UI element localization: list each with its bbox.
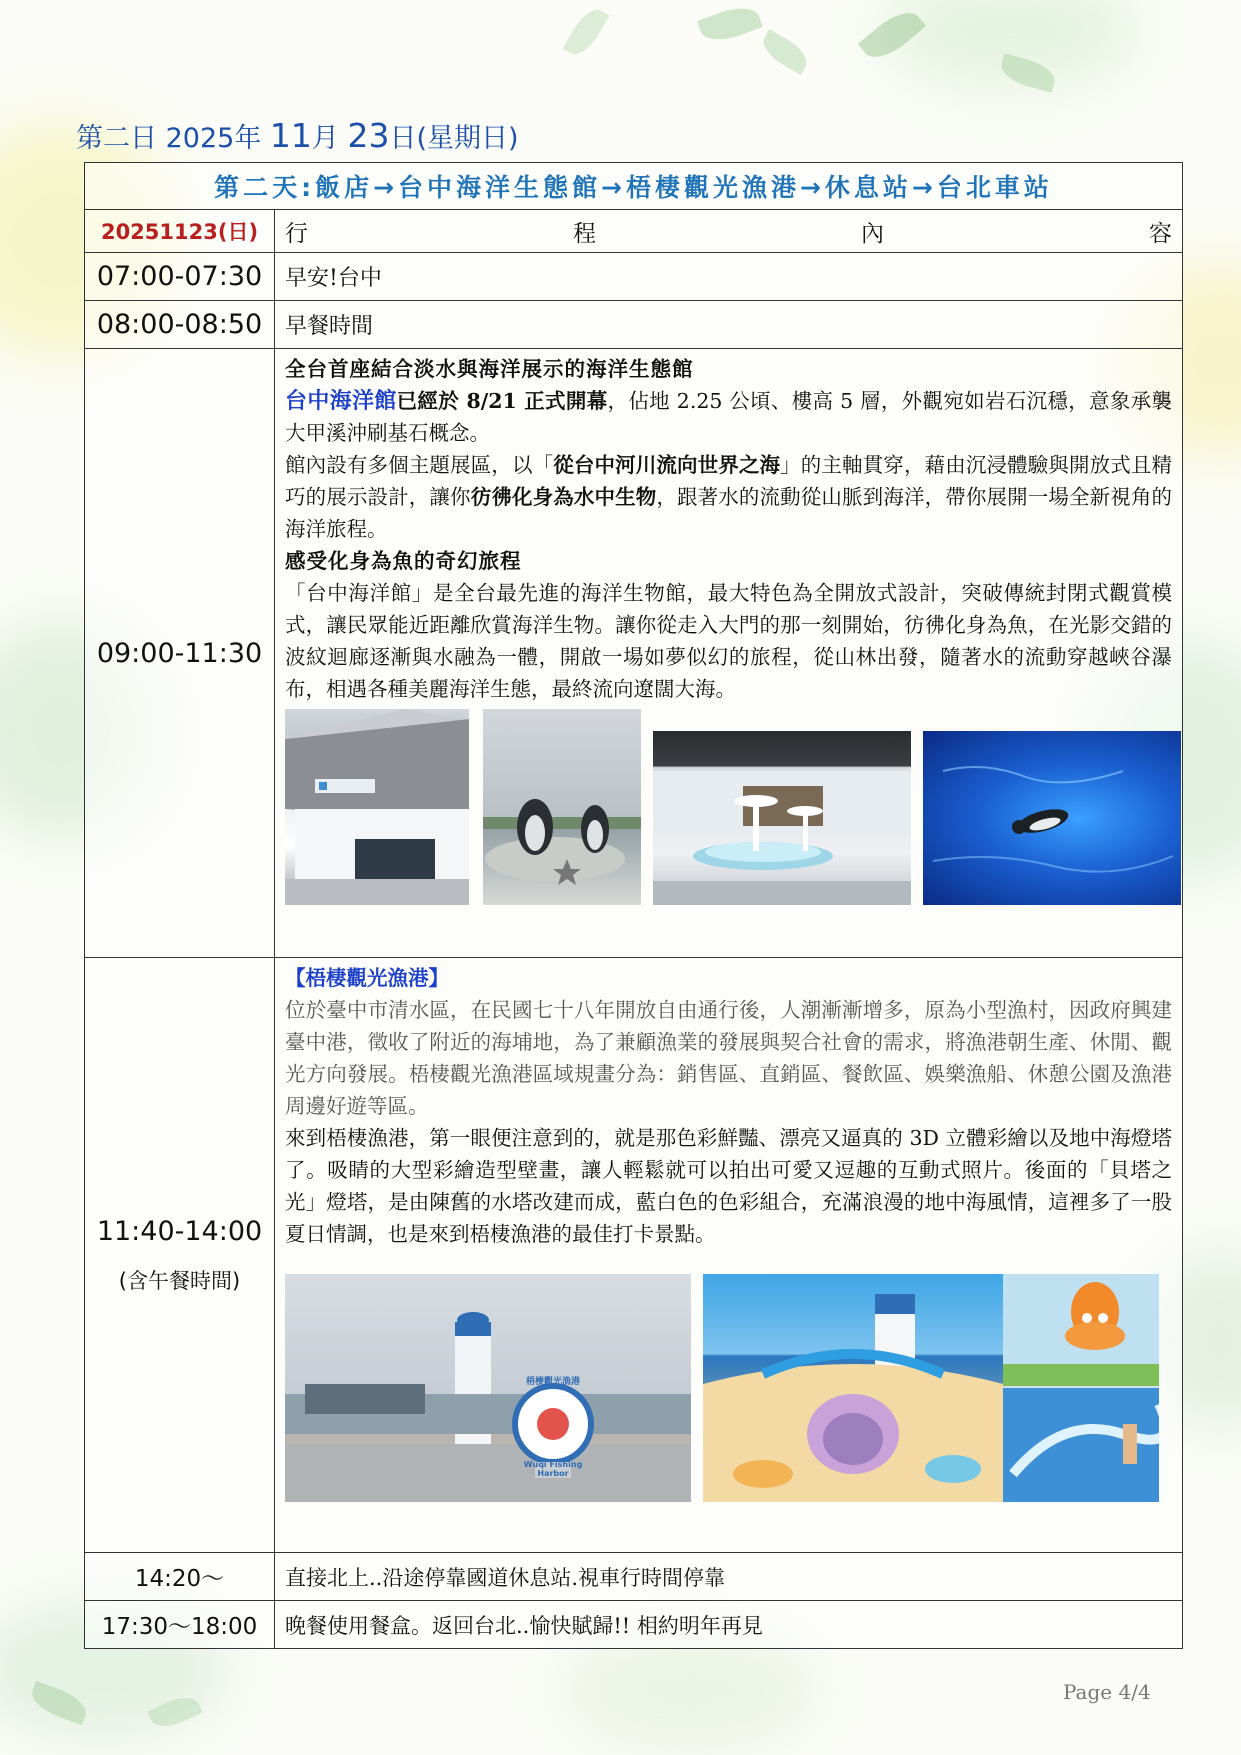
header-content: 行 程 內 容 bbox=[275, 210, 1183, 253]
penguin-sculpture-photo bbox=[483, 709, 641, 905]
time-note: (含午餐時間) bbox=[118, 1268, 241, 1293]
harbor-lighthouse-photo bbox=[285, 1274, 691, 1502]
route-row bbox=[85, 163, 1183, 210]
aquarium-paragraph-2: 館內設有多個主題展區，以「從台中河川流向世界之海」的主軸貫穿，藉由沉浸體驗與開放式且精巧的展示設計，讓你彷彿化身為水中生物，跟著水的流動從山脈到海洋，帶你展開一場全新視角的海洋旅程。 bbox=[285, 453, 1173, 541]
table-row bbox=[85, 301, 1183, 349]
page-number: Page 4/4 bbox=[1063, 1680, 1151, 1704]
aquarium-paragraph-1: 台中海洋館已經於 8/21 正式開幕，佔地 2.25 公頃、樓高 5 層，外觀宛如岩石沉穩，意象承襲大甲溪沖刷基石概念。 bbox=[285, 388, 1172, 445]
harbor-octopus-mural-photo bbox=[1003, 1274, 1159, 1502]
table-row bbox=[85, 1601, 1183, 1649]
time-cell: 11:40-14:00 bbox=[96, 1215, 263, 1247]
harbor-paragraph-2: 來到梧棲漁港，第一眼便注意到的，就是那色彩鮮豔、漂亮又逼真的 3D 立體彩繪以及地中海燈塔了。吸睛的大型彩繪造型壁畫，讓人輕鬆就可以拍出可愛又逗趣的互動式照片。後面的「貝塔之光」燈塔，是由陳舊的水塔改建而成，藍白色的色彩組合，充滿浪漫的地中海風情，這裡多了一股夏日情調，也是來到梧棲漁港的最佳打卡景點。 bbox=[285, 1126, 1172, 1246]
aquarium-building-photo bbox=[285, 709, 469, 905]
itinerary-table bbox=[84, 162, 1183, 1649]
time-cell: 14:20～ bbox=[85, 1553, 275, 1601]
harbor-title: 【梧棲觀光漁港】 bbox=[285, 966, 449, 990]
time-cell: 17:30～18:00 bbox=[85, 1601, 275, 1649]
aquarium-paragraph-3: 「台中海洋館」是全台最先進的海洋生物館，最大特色為全開放式設計，突破傳統封閉式觀賞模式，讓民眾能近距離欣賞海洋生物。讓你從走入大門的那一刻開始，彷彿化身為魚，在光影交錯的波紋迴廊逐漸與水融為一體，開啟一場如夢似幻的旅程，從山林出發，隨著水的流動穿越峽谷瀑布，相遇各種美麗海洋生態，最終流向遼闊大海。 bbox=[285, 581, 1172, 701]
activity-cell: 晚餐使用餐盒。返回台北..愉快賦歸!! 相約明年再見 bbox=[275, 1601, 1183, 1649]
harbor-paragraph-1: 位於臺中市清水區，在民國七十八年開放自由通行後，人潮漸漸增多，原為小型漁村，因政府興建臺中港，徵收了附近的海埔地，為了兼顧漁業的發展與契合社會的需求，將漁港朝生產、休閒、觀光方向發展。梧棲觀光漁港區域規畫分為：銷售區、直銷區、餐飲區、娛樂漁船、休憩公園及漁港周邊好遊等區。 bbox=[285, 998, 1172, 1118]
table-row bbox=[85, 253, 1183, 301]
aquarium-photo-row bbox=[285, 709, 1172, 905]
activity-cell: 早餐時間 bbox=[275, 301, 1183, 349]
time-cell: 08:00-08:50 bbox=[85, 301, 275, 349]
time-cell: 07:00-07:30 bbox=[85, 253, 275, 301]
aquarium-description bbox=[275, 349, 1183, 958]
table-row bbox=[85, 1553, 1183, 1601]
time-cell: 09:00-11:30 bbox=[85, 349, 275, 958]
harbor-photo-row bbox=[285, 1274, 1172, 1510]
aquarium-heading: 全台首座結合淡水與海洋展示的海洋生態館 bbox=[285, 357, 694, 381]
table-header-row bbox=[85, 210, 1183, 253]
day-title: 第二日 2025年 11月 23日(星期日) bbox=[76, 116, 519, 155]
harbor-description bbox=[275, 958, 1183, 1553]
harbor-sign-cn: 梧棲觀光漁港 bbox=[525, 1377, 580, 1387]
route-title: 第二天:飯店→台中海洋生態館→梧棲觀光漁港→休息站→台北車站 bbox=[85, 163, 1183, 210]
harbor-3d-painting-photo bbox=[703, 1274, 1003, 1502]
header-date: 20251123(日) bbox=[85, 210, 275, 253]
aquarium-heading-2: 感受化身為魚的奇幻旅程 bbox=[285, 549, 522, 573]
table-row-harbor bbox=[85, 958, 1183, 1553]
swimming-penguin-photo bbox=[923, 731, 1181, 905]
harbor-sign-text: Wuqi Fishing Harbor bbox=[523, 1460, 583, 1478]
table-row-aquarium bbox=[85, 349, 1183, 958]
harbor-time-cell bbox=[85, 958, 275, 1553]
exhibit-hall-photo bbox=[653, 731, 911, 905]
activity-cell: 早安!台中 bbox=[275, 253, 1183, 301]
activity-cell: 直接北上..沿途停靠國道休息站.視車行時間停靠 bbox=[275, 1553, 1183, 1601]
